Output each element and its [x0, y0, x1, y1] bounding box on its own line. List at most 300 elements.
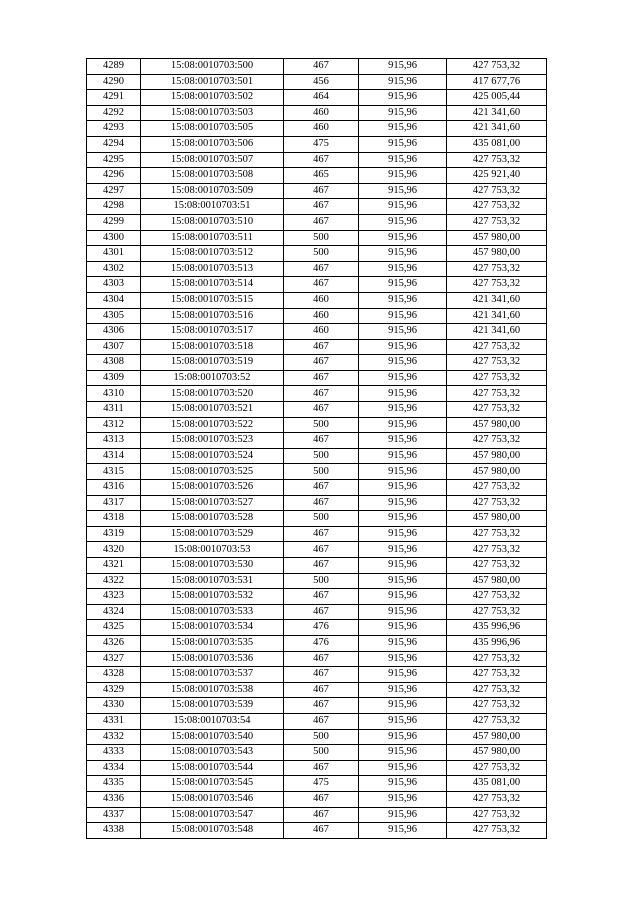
rate-cell: 915,96 [359, 448, 447, 464]
area-cell: 467 [284, 713, 359, 729]
row-number-cell: 4309 [87, 370, 141, 386]
rate-cell: 915,96 [359, 277, 447, 293]
rate-cell: 915,96 [359, 464, 447, 480]
cadastral-number-cell: 15:08:0010703:525 [141, 464, 284, 480]
area-cell: 467 [284, 682, 359, 698]
row-number-cell: 4317 [87, 495, 141, 511]
value-cell: 427 753,32 [447, 791, 547, 807]
table-row [87, 776, 547, 792]
value-cell: 427 753,32 [447, 433, 547, 449]
rate-cell: 915,96 [359, 199, 447, 215]
cadastral-number-cell: 15:08:0010703:548 [141, 823, 284, 839]
row-number-cell: 4295 [87, 152, 141, 168]
value-cell: 427 753,32 [447, 402, 547, 418]
rate-cell: 915,96 [359, 495, 447, 511]
row-number-cell: 4292 [87, 105, 141, 121]
table-row [87, 386, 547, 402]
row-number-cell: 4313 [87, 433, 141, 449]
cadastral-number-cell: 15:08:0010703:534 [141, 620, 284, 636]
value-cell: 427 753,32 [447, 823, 547, 839]
area-cell: 500 [284, 729, 359, 745]
row-number-cell: 4335 [87, 776, 141, 792]
area-cell: 500 [284, 448, 359, 464]
row-number-cell: 4334 [87, 760, 141, 776]
row-number-cell: 4328 [87, 667, 141, 683]
cadastral-number-cell: 15:08:0010703:505 [141, 121, 284, 137]
row-number-cell: 4310 [87, 386, 141, 402]
value-cell: 427 753,32 [447, 542, 547, 558]
area-cell: 467 [284, 214, 359, 230]
rate-cell: 915,96 [359, 230, 447, 246]
area-cell: 467 [284, 433, 359, 449]
cadastral-number-cell: 15:08:0010703:513 [141, 261, 284, 277]
value-cell: 457 980,00 [447, 573, 547, 589]
rate-cell: 915,96 [359, 651, 447, 667]
row-number-cell: 4316 [87, 480, 141, 496]
cadastral-number-cell: 15:08:0010703:509 [141, 183, 284, 199]
row-number-cell: 4298 [87, 199, 141, 215]
table-row [87, 292, 547, 308]
cadastral-number-cell: 15:08:0010703:508 [141, 168, 284, 184]
value-cell: 427 753,32 [447, 261, 547, 277]
row-number-cell: 4321 [87, 558, 141, 574]
area-cell: 467 [284, 152, 359, 168]
cadastral-number-cell: 15:08:0010703:532 [141, 589, 284, 605]
cadastral-number-cell: 15:08:0010703:521 [141, 402, 284, 418]
table-row [87, 558, 547, 574]
row-number-cell: 4304 [87, 292, 141, 308]
area-cell: 500 [284, 230, 359, 246]
row-number-cell: 4331 [87, 713, 141, 729]
cadastral-number-cell: 15:08:0010703:523 [141, 433, 284, 449]
row-number-cell: 4322 [87, 573, 141, 589]
row-number-cell: 4299 [87, 214, 141, 230]
row-number-cell: 4293 [87, 121, 141, 137]
rate-cell: 915,96 [359, 90, 447, 106]
area-cell: 467 [284, 526, 359, 542]
cadastral-number-cell: 15:08:0010703:503 [141, 105, 284, 121]
area-cell: 467 [284, 542, 359, 558]
value-cell: 427 753,32 [447, 495, 547, 511]
rate-cell: 915,96 [359, 604, 447, 620]
area-cell: 475 [284, 776, 359, 792]
table-row [87, 791, 547, 807]
value-cell: 427 753,32 [447, 370, 547, 386]
rate-cell: 915,96 [359, 823, 447, 839]
value-cell: 427 753,32 [447, 589, 547, 605]
table-row [87, 246, 547, 262]
cadastral-number-cell: 15:08:0010703:527 [141, 495, 284, 511]
cadastral-number-cell: 15:08:0010703:547 [141, 807, 284, 823]
table-row [87, 526, 547, 542]
area-cell: 500 [284, 464, 359, 480]
cadastral-number-cell: 15:08:0010703:516 [141, 308, 284, 324]
cadastral-number-cell: 15:08:0010703:501 [141, 74, 284, 90]
area-cell: 500 [284, 246, 359, 262]
cadastral-number-cell: 15:08:0010703:53 [141, 542, 284, 558]
row-number-cell: 4318 [87, 511, 141, 527]
value-cell: 457 980,00 [447, 745, 547, 761]
value-cell: 427 753,32 [447, 526, 547, 542]
rate-cell: 915,96 [359, 776, 447, 792]
table-row [87, 495, 547, 511]
value-cell: 427 753,32 [447, 339, 547, 355]
cadastral-number-cell: 15:08:0010703:537 [141, 667, 284, 683]
value-cell: 427 753,32 [447, 807, 547, 823]
value-cell: 435 081,00 [447, 776, 547, 792]
area-cell: 464 [284, 90, 359, 106]
cadastral-number-cell: 15:08:0010703:522 [141, 417, 284, 433]
cadastral-number-cell: 15:08:0010703:512 [141, 246, 284, 262]
area-cell: 456 [284, 74, 359, 90]
value-cell: 427 753,32 [447, 760, 547, 776]
area-cell: 467 [284, 59, 359, 75]
value-cell: 457 980,00 [447, 417, 547, 433]
table-row [87, 168, 547, 184]
value-cell: 427 753,32 [447, 558, 547, 574]
area-cell: 500 [284, 417, 359, 433]
row-number-cell: 4336 [87, 791, 141, 807]
value-cell: 427 753,32 [447, 604, 547, 620]
area-cell: 467 [284, 495, 359, 511]
row-number-cell: 4330 [87, 698, 141, 714]
rate-cell: 915,96 [359, 667, 447, 683]
cadastral-number-cell: 15:08:0010703:544 [141, 760, 284, 776]
row-number-cell: 4333 [87, 745, 141, 761]
rate-cell: 915,96 [359, 152, 447, 168]
area-cell: 460 [284, 324, 359, 340]
cadastral-number-cell: 15:08:0010703:538 [141, 682, 284, 698]
value-cell: 435 996,96 [447, 635, 547, 651]
row-number-cell: 4323 [87, 589, 141, 605]
area-cell: 467 [284, 277, 359, 293]
row-number-cell: 4314 [87, 448, 141, 464]
rate-cell: 915,96 [359, 308, 447, 324]
row-number-cell: 4315 [87, 464, 141, 480]
cadastral-number-cell: 15:08:0010703:519 [141, 355, 284, 371]
table-row [87, 308, 547, 324]
area-cell: 467 [284, 339, 359, 355]
cadastral-number-cell: 15:08:0010703:506 [141, 136, 284, 152]
row-number-cell: 4290 [87, 74, 141, 90]
area-cell: 467 [284, 667, 359, 683]
table-row [87, 713, 547, 729]
rate-cell: 915,96 [359, 433, 447, 449]
area-cell: 467 [284, 480, 359, 496]
table-row [87, 277, 547, 293]
row-number-cell: 4312 [87, 417, 141, 433]
table-row [87, 105, 547, 121]
rate-cell: 915,96 [359, 511, 447, 527]
table-row [87, 667, 547, 683]
cadastral-number-cell: 15:08:0010703:545 [141, 776, 284, 792]
table-row [87, 823, 547, 839]
row-number-cell: 4307 [87, 339, 141, 355]
rate-cell: 915,96 [359, 558, 447, 574]
area-cell: 460 [284, 308, 359, 324]
row-number-cell: 4324 [87, 604, 141, 620]
value-cell: 457 980,00 [447, 729, 547, 745]
value-cell: 427 753,32 [447, 682, 547, 698]
area-cell: 500 [284, 745, 359, 761]
rate-cell: 915,96 [359, 760, 447, 776]
value-cell: 427 753,32 [447, 651, 547, 667]
area-cell: 467 [284, 199, 359, 215]
area-cell: 476 [284, 635, 359, 651]
table-row [87, 542, 547, 558]
cadastral-number-cell: 15:08:0010703:529 [141, 526, 284, 542]
area-cell: 475 [284, 136, 359, 152]
area-cell: 467 [284, 370, 359, 386]
row-number-cell: 4297 [87, 183, 141, 199]
table-row [87, 355, 547, 371]
value-cell: 435 081,00 [447, 136, 547, 152]
row-number-cell: 4291 [87, 90, 141, 106]
table-row [87, 90, 547, 106]
table-row [87, 448, 547, 464]
cadastral-number-cell: 15:08:0010703:517 [141, 324, 284, 340]
value-cell: 427 753,32 [447, 59, 547, 75]
rate-cell: 915,96 [359, 261, 447, 277]
area-cell: 467 [284, 355, 359, 371]
area-cell: 467 [284, 261, 359, 277]
value-cell: 427 753,32 [447, 355, 547, 371]
value-cell: 421 341,60 [447, 308, 547, 324]
area-cell: 467 [284, 402, 359, 418]
cadastral-number-cell: 15:08:0010703:515 [141, 292, 284, 308]
cadastral-number-cell: 15:08:0010703:518 [141, 339, 284, 355]
value-cell: 427 753,32 [447, 698, 547, 714]
row-number-cell: 4308 [87, 355, 141, 371]
rate-cell: 915,96 [359, 682, 447, 698]
table-row [87, 698, 547, 714]
cadastral-number-cell: 15:08:0010703:52 [141, 370, 284, 386]
table-row [87, 464, 547, 480]
cadastral-number-cell: 15:08:0010703:510 [141, 214, 284, 230]
cadastral-number-cell: 15:08:0010703:528 [141, 511, 284, 527]
area-cell: 467 [284, 698, 359, 714]
rate-cell: 915,96 [359, 791, 447, 807]
table-row [87, 433, 547, 449]
row-number-cell: 4338 [87, 823, 141, 839]
cadastral-number-cell: 15:08:0010703:546 [141, 791, 284, 807]
table-row [87, 339, 547, 355]
value-cell: 427 753,32 [447, 152, 547, 168]
value-cell: 427 753,32 [447, 277, 547, 293]
row-number-cell: 4311 [87, 402, 141, 418]
rate-cell: 915,96 [359, 745, 447, 761]
table-row [87, 136, 547, 152]
row-number-cell: 4305 [87, 308, 141, 324]
row-number-cell: 4329 [87, 682, 141, 698]
table-row [87, 199, 547, 215]
rate-cell: 915,96 [359, 542, 447, 558]
row-number-cell: 4302 [87, 261, 141, 277]
value-cell: 457 980,00 [447, 464, 547, 480]
cadastral-number-cell: 15:08:0010703:536 [141, 651, 284, 667]
area-cell: 476 [284, 620, 359, 636]
rate-cell: 915,96 [359, 729, 447, 745]
value-cell: 421 341,60 [447, 121, 547, 137]
cadastral-number-cell: 15:08:0010703:524 [141, 448, 284, 464]
table-row [87, 729, 547, 745]
value-cell: 427 753,32 [447, 214, 547, 230]
value-cell: 457 980,00 [447, 511, 547, 527]
row-number-cell: 4325 [87, 620, 141, 636]
rate-cell: 915,96 [359, 698, 447, 714]
value-cell: 427 753,32 [447, 183, 547, 199]
table-row [87, 760, 547, 776]
area-cell: 467 [284, 823, 359, 839]
cadastral-number-cell: 15:08:0010703:540 [141, 729, 284, 745]
area-cell: 467 [284, 589, 359, 605]
rate-cell: 915,96 [359, 807, 447, 823]
rate-cell: 915,96 [359, 105, 447, 121]
row-number-cell: 4294 [87, 136, 141, 152]
row-number-cell: 4327 [87, 651, 141, 667]
value-cell: 417 677,76 [447, 74, 547, 90]
cadastral-number-cell: 15:08:0010703:502 [141, 90, 284, 106]
cadastral-number-cell: 15:08:0010703:539 [141, 698, 284, 714]
rate-cell: 915,96 [359, 324, 447, 340]
area-cell: 467 [284, 386, 359, 402]
rate-cell: 915,96 [359, 168, 447, 184]
table-row [87, 480, 547, 496]
cadastral-number-cell: 15:08:0010703:535 [141, 635, 284, 651]
area-cell: 465 [284, 168, 359, 184]
table-row [87, 651, 547, 667]
value-cell: 427 753,32 [447, 199, 547, 215]
area-cell: 460 [284, 105, 359, 121]
row-number-cell: 4320 [87, 542, 141, 558]
rate-cell: 915,96 [359, 402, 447, 418]
value-cell: 457 980,00 [447, 448, 547, 464]
value-cell: 425 005,44 [447, 90, 547, 106]
area-cell: 467 [284, 604, 359, 620]
value-cell: 427 753,32 [447, 667, 547, 683]
area-cell: 460 [284, 292, 359, 308]
value-cell: 457 980,00 [447, 230, 547, 246]
area-cell: 467 [284, 760, 359, 776]
table-row [87, 807, 547, 823]
area-cell: 467 [284, 183, 359, 199]
cadastral-number-cell: 15:08:0010703:500 [141, 59, 284, 75]
cadastral-number-cell: 15:08:0010703:511 [141, 230, 284, 246]
cadastral-number-cell: 15:08:0010703:51 [141, 199, 284, 215]
land-plot-table [86, 58, 547, 839]
table-body [87, 59, 547, 839]
row-number-cell: 4319 [87, 526, 141, 542]
rate-cell: 915,96 [359, 59, 447, 75]
table-row [87, 121, 547, 137]
row-number-cell: 4303 [87, 277, 141, 293]
cadastral-number-cell: 15:08:0010703:514 [141, 277, 284, 293]
rate-cell: 915,96 [359, 292, 447, 308]
area-cell: 467 [284, 807, 359, 823]
cadastral-number-cell: 15:08:0010703:533 [141, 604, 284, 620]
value-cell: 421 341,60 [447, 105, 547, 121]
rate-cell: 915,96 [359, 339, 447, 355]
rate-cell: 915,96 [359, 214, 447, 230]
rate-cell: 915,96 [359, 417, 447, 433]
cadastral-number-cell: 15:08:0010703:54 [141, 713, 284, 729]
rate-cell: 915,96 [359, 370, 447, 386]
value-cell: 427 753,32 [447, 480, 547, 496]
area-cell: 460 [284, 121, 359, 137]
table-row [87, 324, 547, 340]
rate-cell: 915,96 [359, 620, 447, 636]
value-cell: 427 753,32 [447, 713, 547, 729]
rate-cell: 915,96 [359, 246, 447, 262]
cadastral-number-cell: 15:08:0010703:531 [141, 573, 284, 589]
table-row [87, 511, 547, 527]
rate-cell: 915,96 [359, 480, 447, 496]
rate-cell: 915,96 [359, 74, 447, 90]
table-row [87, 682, 547, 698]
table-row [87, 402, 547, 418]
table-row [87, 152, 547, 168]
value-cell: 421 341,60 [447, 292, 547, 308]
table-row [87, 417, 547, 433]
table-row [87, 604, 547, 620]
rate-cell: 915,96 [359, 183, 447, 199]
cadastral-number-cell: 15:08:0010703:526 [141, 480, 284, 496]
table-row [87, 635, 547, 651]
table-row [87, 620, 547, 636]
row-number-cell: 4301 [87, 246, 141, 262]
table-row [87, 59, 547, 75]
row-number-cell: 4300 [87, 230, 141, 246]
row-number-cell: 4332 [87, 729, 141, 745]
cadastral-number-cell: 15:08:0010703:507 [141, 152, 284, 168]
rate-cell: 915,96 [359, 386, 447, 402]
table-row [87, 370, 547, 386]
row-number-cell: 4306 [87, 324, 141, 340]
rate-cell: 915,96 [359, 136, 447, 152]
table-row [87, 745, 547, 761]
table-row [87, 214, 547, 230]
area-cell: 467 [284, 791, 359, 807]
rate-cell: 915,96 [359, 121, 447, 137]
row-number-cell: 4337 [87, 807, 141, 823]
rate-cell: 915,96 [359, 589, 447, 605]
cadastral-number-cell: 15:08:0010703:530 [141, 558, 284, 574]
value-cell: 427 753,32 [447, 386, 547, 402]
rate-cell: 915,96 [359, 635, 447, 651]
cadastral-number-cell: 15:08:0010703:543 [141, 745, 284, 761]
rate-cell: 915,96 [359, 355, 447, 371]
area-cell: 500 [284, 511, 359, 527]
rate-cell: 915,96 [359, 713, 447, 729]
area-cell: 467 [284, 651, 359, 667]
table-row [87, 74, 547, 90]
value-cell: 425 921,40 [447, 168, 547, 184]
table-row [87, 589, 547, 605]
row-number-cell: 4289 [87, 59, 141, 75]
table-row [87, 230, 547, 246]
value-cell: 435 996,96 [447, 620, 547, 636]
area-cell: 467 [284, 558, 359, 574]
row-number-cell: 4296 [87, 168, 141, 184]
value-cell: 457 980,00 [447, 246, 547, 262]
cadastral-number-cell: 15:08:0010703:520 [141, 386, 284, 402]
value-cell: 421 341,60 [447, 324, 547, 340]
table-row [87, 261, 547, 277]
row-number-cell: 4326 [87, 635, 141, 651]
area-cell: 500 [284, 573, 359, 589]
rate-cell: 915,96 [359, 526, 447, 542]
table-row [87, 183, 547, 199]
